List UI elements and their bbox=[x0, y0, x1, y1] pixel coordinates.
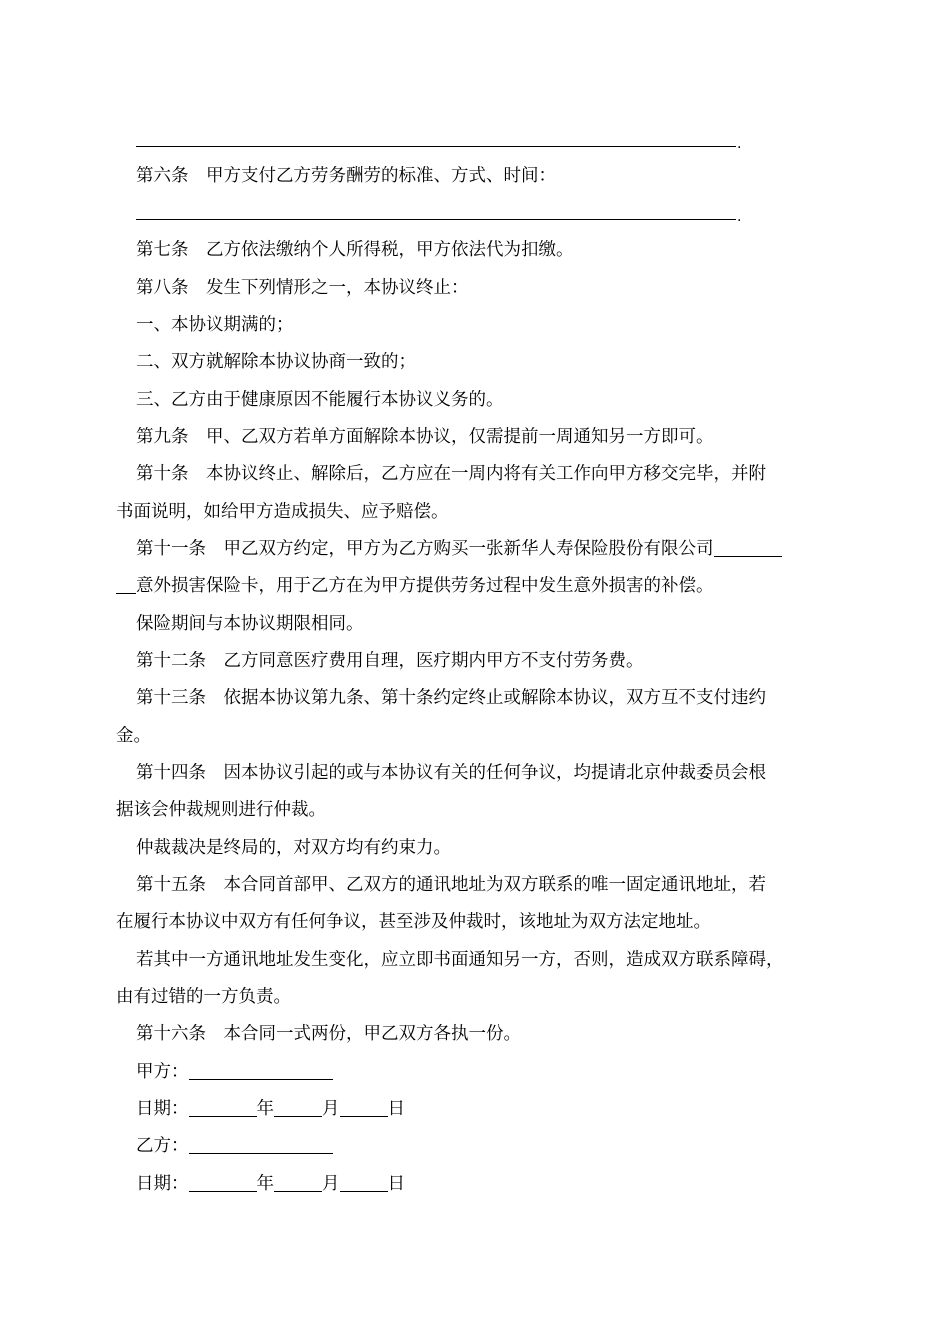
year-blank-a bbox=[189, 1098, 257, 1117]
blank-line-end-top: . bbox=[737, 136, 742, 152]
party-a-signature bbox=[136, 1060, 333, 1084]
article-12: 第十二条 乙方同意医疗费用自理，医疗期内甲方不支付劳务费。 bbox=[136, 651, 644, 671]
article-9: 第九条 甲、乙双方若单方面解除本协议，仅需提前一周通知另一方即可。 bbox=[136, 427, 714, 447]
year-label-b: 年 bbox=[256, 1174, 274, 1194]
article-8-item-3: 三、乙方由于健康原因不能履行本协议义务的。 bbox=[136, 390, 504, 410]
month-label-b: 月 bbox=[322, 1174, 340, 1194]
article-6: 第六条 甲方支付乙方劳务酬劳的标准、方式、时间： bbox=[136, 166, 556, 186]
arbitration-final: 仲裁裁决是终局的，对双方均有约束力。 bbox=[136, 838, 451, 858]
day-blank-b bbox=[340, 1173, 388, 1192]
day-label-a: 日 bbox=[387, 1099, 405, 1119]
day-blank-a bbox=[340, 1098, 388, 1117]
article-15-line-1: 第十五条 本合同首部甲、乙双方的通讯地址为双方联系的唯一固定通讯地址，若 bbox=[136, 875, 766, 895]
article-8: 第八条 发生下列情形之一，本协议终止： bbox=[136, 278, 469, 298]
article-11-text-2: 意外损害保险卡，用于乙方在为甲方提供劳务过程中发生意外损害的补偿。 bbox=[136, 576, 714, 596]
article-16: 第十六条 本合同一式两份，甲乙双方各执一份。 bbox=[136, 1024, 521, 1044]
party-b-blank bbox=[189, 1135, 333, 1154]
party-a-date bbox=[136, 1097, 405, 1121]
address-change-line-1: 若其中一方通讯地址发生变化，应立即书面通知另一方，否则，造成双方联系障碍， bbox=[136, 950, 784, 970]
year-blank-b bbox=[189, 1173, 257, 1192]
party-b-signature bbox=[136, 1134, 333, 1158]
blank-line-end-article-6: . bbox=[737, 209, 742, 225]
address-change-line-2: 由有过错的一方负责。 bbox=[116, 987, 291, 1007]
blank-line-article-6 bbox=[136, 219, 736, 220]
date-label-a: 日期： bbox=[136, 1099, 189, 1119]
article-8-item-1: 一、本协议期满的； bbox=[136, 315, 294, 335]
insurance-blank-2 bbox=[116, 575, 136, 594]
party-a-label: 甲方： bbox=[136, 1062, 189, 1082]
article-11-text-1: 第十一条 甲乙双方约定，甲方为乙方购买一张新华人寿保险股份有限公司 bbox=[136, 539, 714, 559]
month-blank-b bbox=[274, 1173, 322, 1192]
party-b-label: 乙方： bbox=[136, 1136, 189, 1156]
party-a-blank bbox=[189, 1061, 333, 1080]
article-13-line-1: 第十三条 依据本协议第九条、第十条约定终止或解除本协议，双方互不支付违约 bbox=[136, 688, 766, 708]
article-14-line-1: 第十四条 因本协议引起的或与本协议有关的任何争议，均提请北京仲裁委员会根 bbox=[136, 763, 766, 783]
article-15-line-2: 在履行本协议中双方有任何争议，甚至涉及仲裁时，该地址为双方法定地址。 bbox=[116, 912, 711, 932]
article-11-line-2 bbox=[116, 574, 714, 598]
date-label-b: 日期： bbox=[136, 1174, 189, 1194]
insurance-blank-1 bbox=[714, 538, 782, 557]
article-10-line-1: 第十条 本协议终止、解除后，乙方应在一周内将有关工作向甲方移交完毕，并附 bbox=[136, 464, 766, 484]
article-11-line-1 bbox=[136, 537, 782, 561]
blank-line-top bbox=[136, 146, 736, 147]
year-label-a: 年 bbox=[256, 1099, 274, 1119]
month-blank-a bbox=[274, 1098, 322, 1117]
article-14-line-2: 据该会仲裁规则进行仲裁。 bbox=[116, 800, 326, 820]
day-label-b: 日 bbox=[387, 1174, 405, 1194]
month-label-a: 月 bbox=[322, 1099, 340, 1119]
party-b-date bbox=[136, 1172, 405, 1196]
article-8-item-2: 二、双方就解除本协议协商一致的； bbox=[136, 352, 416, 372]
article-13-line-2: 金。 bbox=[116, 726, 151, 746]
article-7: 第七条 乙方依法缴纳个人所得税，甲方依法代为扣缴。 bbox=[136, 240, 574, 260]
insurance-period: 保险期间与本协议期限相同。 bbox=[136, 614, 364, 634]
article-10-line-2: 书面说明，如给甲方造成损失、应予赔偿。 bbox=[116, 502, 449, 522]
